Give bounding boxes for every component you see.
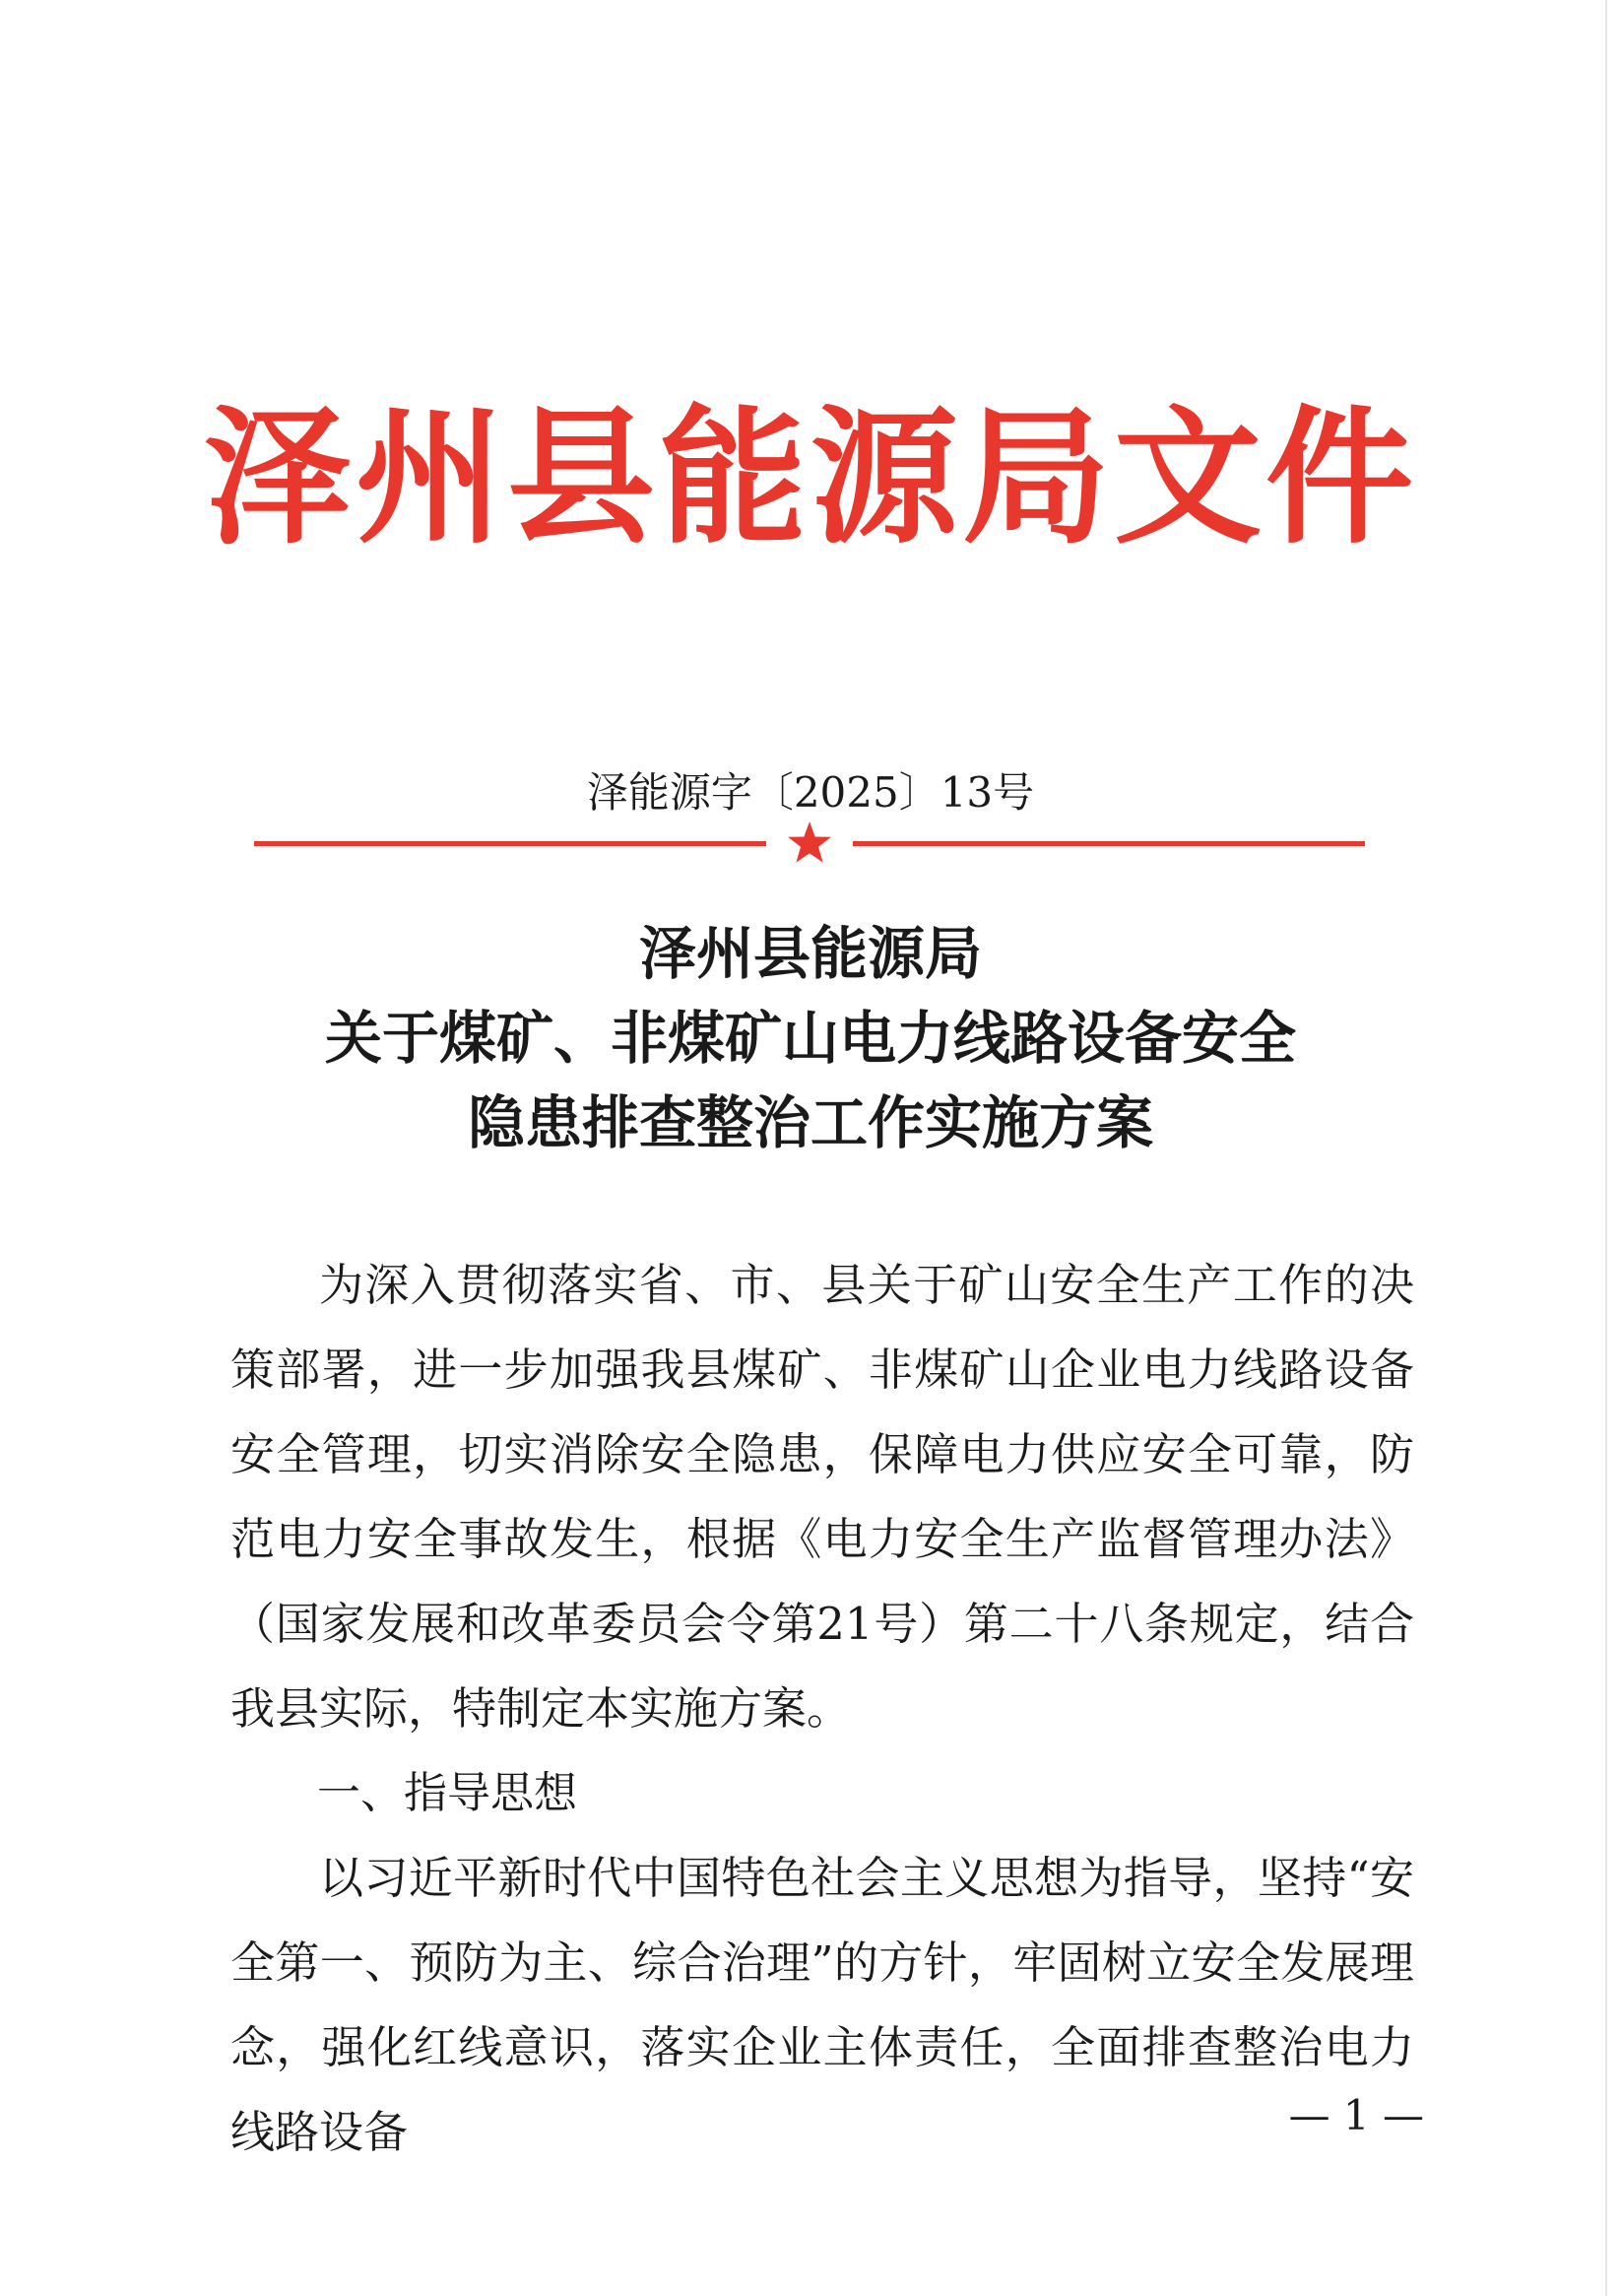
- document-title: [0, 911, 1621, 1165]
- star-icon: [786, 820, 833, 867]
- section-paragraph: 以习近平新时代中国特色社会主义思想为指导，坚持“安全第一、预防为主、综合治理”的方针，牢固树立安全发展理念，强化红线意识，落实企业主体责任，全面排查整治电力线路设备: [230, 1852, 1414, 2158]
- document-number: 泽能源字〔2025〕13号: [586, 768, 1035, 817]
- section-heading-guiding-ideology: 一、指导思想: [317, 1768, 577, 1818]
- title-line-1: 泽州县能源局: [638, 920, 982, 987]
- page-number: — 1 —: [1288, 2091, 1424, 2139]
- red-divider: [254, 823, 1365, 863]
- masthead-title: 泽州县能源局文件: [203, 391, 1417, 564]
- title-line-3: 隐患排查整治工作实施方案: [467, 1089, 1153, 1156]
- title-line-2: 关于煤矿、非煤矿山电力线路设备安全: [324, 1005, 1296, 1072]
- intro-paragraph: 为深入贯彻落实省、市、县关于矿山安全生产工作的决策部署，进一步加强我县煤矿、非煤矿山企业电力线路设备安全管理，切实消除安全隐患，保障电力供应安全可靠，防范电力安全事故发生，根据《电力安全生产监督管理办法》（国家发展和改革委员会令第21号）第二十八条规定，结合我县实际，特制定本实施方案。: [230, 1259, 1414, 1735]
- document-body: [230, 1243, 1414, 2175]
- divider-line-right: [853, 841, 1365, 846]
- divider-line-left: [254, 841, 766, 846]
